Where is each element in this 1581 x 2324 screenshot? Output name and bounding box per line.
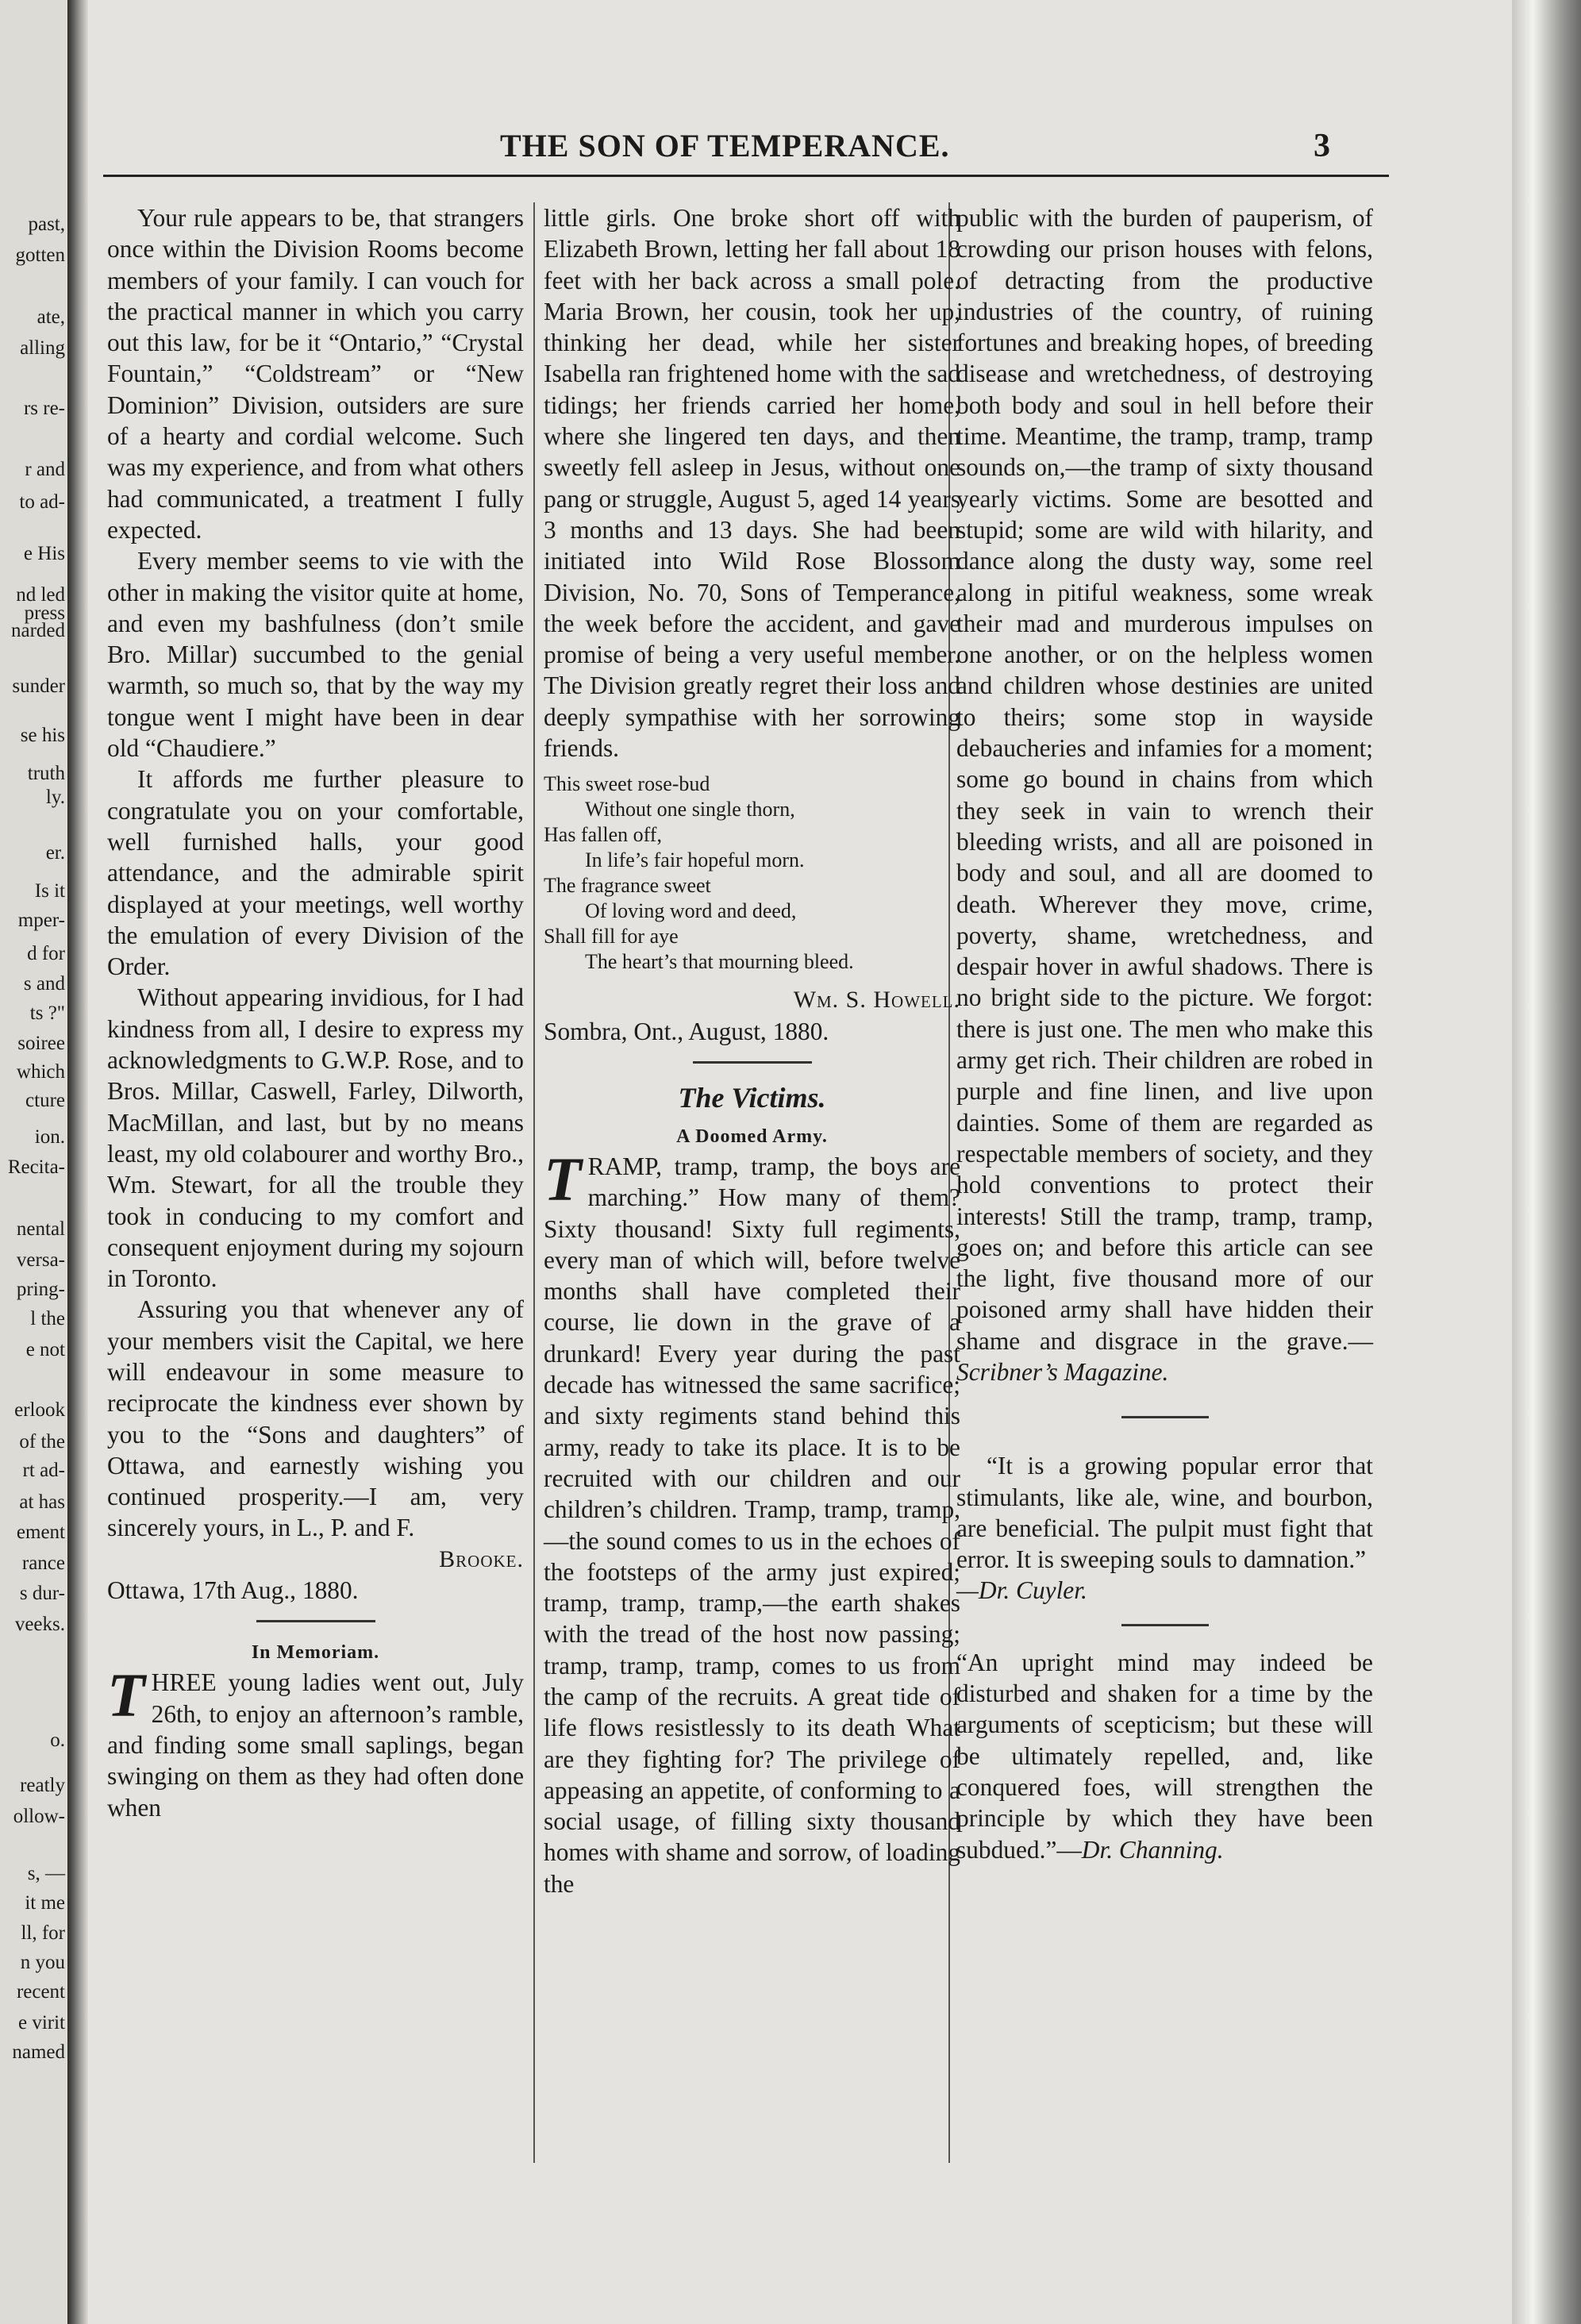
poem-line: This sweet rose-bud bbox=[544, 772, 710, 796]
previous-page-fragment: at has bbox=[19, 1491, 65, 1513]
previous-page-fragment: nental bbox=[16, 1218, 65, 1240]
previous-page-strip bbox=[0, 0, 67, 2324]
source-attribution: Scribner’s Magazine. bbox=[956, 1357, 1169, 1386]
previous-page-fragment: narded bbox=[10, 620, 65, 641]
section-heading: A Doomed Army. bbox=[676, 1125, 828, 1147]
previous-page-fragment: e His bbox=[23, 543, 65, 564]
signature: Wm. S. Howell. bbox=[793, 987, 960, 1014]
paragraph: Assuring you that whenever any of your members visit the Capital, we here will endeavour in some measure to reciprocate the kindness ever shown by you to the “Sons and daughters” of Ottawa, and earnestly wishing you continued prosperity.—I am, very sincerely yours, in L., P. and F. bbox=[107, 1295, 524, 1542]
previous-page-fragment: gotten bbox=[15, 244, 65, 266]
previous-page-fragment: which bbox=[16, 1061, 65, 1083]
previous-page-fragment: ollow- bbox=[13, 1806, 65, 1827]
previous-page-fragment: versa- bbox=[16, 1249, 65, 1271]
previous-page-fragment: pring- bbox=[16, 1279, 65, 1300]
dateline: Sombra, Ont., August, 1880. bbox=[544, 1017, 829, 1045]
previous-page-fragment: er. bbox=[45, 842, 65, 864]
previous-page-fragment: ate, bbox=[37, 306, 65, 328]
poem bbox=[544, 771, 960, 975]
previous-page-fragment: s and bbox=[23, 973, 65, 995]
previous-page-fragment: rance bbox=[21, 1553, 65, 1574]
previous-page-fragment: past, bbox=[28, 214, 65, 235]
previous-page-fragment: cture bbox=[25, 1090, 65, 1111]
dateline: Ottawa, 17th Aug., 1880. bbox=[107, 1576, 359, 1605]
poem-line: Shall fill for aye bbox=[544, 925, 679, 948]
drop-cap: T bbox=[107, 1660, 145, 1730]
page-title: THE SON OF TEMPERANCE. bbox=[500, 128, 950, 164]
paragraph: Your rule appears to be, that strangers once within the Division Rooms become members of your family. I can vouch for the practical manner in which you carry out this law, for be it “Ontario,” “Crystal Fountain,” “Coldstream” or “New Dominion” Division, outsiders are sure of a hearty and cordial welcome. Such was my experience, and from what others had communicated, a treatment I fully expected. bbox=[107, 204, 524, 544]
section-rule bbox=[1121, 1416, 1209, 1418]
previous-page-fragment: ly. bbox=[45, 787, 65, 808]
previous-page-fragment: truth bbox=[27, 763, 65, 784]
poem-line: The heart’s that mourning bleed. bbox=[585, 950, 854, 974]
previous-page-fragment: e virit bbox=[17, 2012, 65, 2034]
quote: “An upright mind may indeed be disturbed and shaken for a time by the arguments of scepticism; but these will be ultimately repelled, and, like conquered foes, will strengthen the principle by which they have been subdued.”— bbox=[956, 1648, 1373, 1864]
previous-page-fragment: rs re- bbox=[23, 398, 65, 419]
poem-line: In life’s fair hopeful morn. bbox=[585, 848, 805, 872]
previous-page-fragment: nd led bbox=[16, 584, 65, 606]
paragraph: RAMP, tramp, tramp, the boys are marching.” How many of them? Sixty thousand! Sixty full regiments, every man of which will, before twelve months shall have completed their course, lie down in the grave of a drunkard! Every year during the past decade has witnessed the same sacrifice; and sixty regiments stand behind this army, ready to take its place. It is to be recruited with our children and our children’s children. Tramp, tramp, tramp,—the sound comes to us in the echoes of the footsteps of the army just expired; tramp, tramp, tramp,—the earth shakes with the tread of the host now passing; tramp, tramp, tramp, comes to us from the camp of the recruits. A great tide of life flows resistlessly to its death What are they fighting for? The privilege of appeasing an appetite, of conforming to a social usage, of filling sixty thousand homes with shame and sorrow, of loading the bbox=[544, 1152, 960, 1898]
previous-page-fragment: press bbox=[24, 602, 65, 624]
header-rule bbox=[103, 175, 1389, 177]
section-rule bbox=[693, 1061, 812, 1064]
section-heading: In Memoriam. bbox=[251, 1642, 380, 1664]
poem-line: The fragrance sweet bbox=[544, 874, 711, 898]
poem-line: Without one single thorn, bbox=[585, 798, 795, 821]
paragraph: Every member seems to vie with the other in making the visitor quite at home, and even my bashfulness (don’t smile Bro. Millar) succumbed to the genial warmth, so much so, that by the way my tongue went I might have been in dear old “Chaudiere.” bbox=[107, 547, 524, 763]
previous-page-fragment: ts ?" bbox=[29, 1002, 65, 1024]
page-header bbox=[103, 127, 1389, 168]
paragraph: Without appearing invidious, for I had kindness from all, I desire to express my acknowledgments to G.W.P. Rose, and to Bros. Millar, Caswell, Farley, Dilworth, MacMillan, and last, but by no means least, my old colabourer and worthy Bro., Wm. Stewart, for all the trouble they took in conducing to my comfort and consequent enjoyment during my sojourn in Toronto. bbox=[107, 983, 524, 1293]
previous-page-fragment: sunder bbox=[12, 675, 65, 697]
previous-page-fragment: reatly bbox=[20, 1775, 65, 1796]
previous-page-fragment: d for bbox=[27, 943, 65, 964]
quote-attribution: —Dr. Cuyler. bbox=[956, 1576, 1087, 1605]
previous-page-fragment: n you bbox=[20, 1952, 65, 1973]
previous-page-fragment: l the bbox=[30, 1308, 65, 1329]
previous-page-fragment: s, — bbox=[27, 1863, 65, 1884]
previous-page-fragment: it me bbox=[25, 1892, 65, 1914]
signature: Brooke. bbox=[439, 1545, 524, 1572]
section-rule bbox=[256, 1620, 375, 1622]
quote-attribution: Dr. Channing. bbox=[1081, 1835, 1224, 1864]
column-divider bbox=[533, 202, 535, 2163]
previous-page-fragment: of the bbox=[19, 1431, 65, 1452]
paragraph: HREE young ladies went out, July 26th, to enjoy an afternoon’s ramble, and finding some small saplings, began swinging on them as they had often done when bbox=[107, 1668, 524, 1822]
poem-line: Of loving word and deed, bbox=[585, 899, 797, 923]
previous-page-fragment: Is it bbox=[34, 880, 65, 902]
page-edge bbox=[1512, 0, 1581, 2324]
previous-page-fragment: recent bbox=[16, 1981, 65, 2003]
column-1 bbox=[107, 202, 524, 1823]
poem-line: Has fallen off, bbox=[544, 823, 662, 847]
previous-page-fragment: ion. bbox=[34, 1126, 65, 1148]
quote: “It is a growing popular error that stimulants, like ale, wine, and bourbon, are beneficial. The pulpit must fight that error. It is sweeping souls to damnation.” bbox=[956, 1452, 1373, 1574]
binding-gutter bbox=[67, 0, 88, 2324]
previous-page-fragment: e not bbox=[25, 1339, 65, 1360]
previous-page-fragment: ll, for bbox=[21, 1922, 65, 1944]
previous-page-fragment: s dur- bbox=[19, 1583, 65, 1604]
page-number: 3 bbox=[1314, 128, 1330, 164]
previous-page-fragment: r and bbox=[25, 459, 65, 480]
previous-page-fragment: rt ad- bbox=[22, 1460, 65, 1481]
previous-page-fragment: ement bbox=[16, 1522, 65, 1543]
previous-page-fragment: veeks. bbox=[14, 1614, 65, 1635]
paragraph: It affords me further pleasure to congratulate you on your comfortable, well furnished halls, your good attendance, and the admirable spirit displayed at your meetings, well worthy the emulation of every Division of the Order. bbox=[107, 765, 524, 981]
column-3 bbox=[956, 202, 1373, 1865]
column-2 bbox=[544, 202, 960, 1899]
previous-page-fragment: mper- bbox=[17, 910, 65, 931]
previous-page-fragment: alling bbox=[20, 337, 65, 359]
previous-page-fragment: erlook bbox=[14, 1399, 65, 1421]
section-title: The Victims. bbox=[678, 1081, 826, 1114]
section-rule bbox=[1121, 1624, 1209, 1626]
previous-page-fragment: o. bbox=[50, 1730, 65, 1751]
previous-page-fragment: named bbox=[12, 2041, 65, 2063]
paragraph: public with the burden of pauperism, of crowding our prison houses with felons, of detracting from the productive industries of the country, of ruining fortunes and breaking hopes, of breeding disease and wretchedness, of destroying both body and soul in hell before their time. Meantime, the tramp, tramp, tramp sounds on,—the tramp of sixty thousand yearly victims. Some are besotted and stupid; some are wild with hilarity, and dance along the dusty way, some reel along in pitiful weakness, some wreak their mad and murderous impulses on one another, or on the helpless women and children whose destinies are united to theirs; some stop in wayside debaucheries and infamies for a moment; some go bound in chains from which they seek in vain to wrench their bleeding wrists, and all are poisoned in body and soul, and all are doomed to death. Wherever they move, crime, poverty, shame, wretchedness, and despair hover in awful shadows. There is no bright side to the picture. We forgot: there is just one. The men who make this army get rich. Their children are robed in purple and fine linen, and live upon dainties. Some of them are regarded as respectable members of society, and they hold conventions to protect their interests! Still the tramp, tramp, tramp, goes on; and before this article can see the light, five thousand more of our poisoned army shall have hidden their shame and disgrace in the grave.— bbox=[956, 204, 1373, 1355]
drop-cap: T bbox=[544, 1144, 582, 1214]
previous-page-fragment: to ad- bbox=[19, 491, 65, 513]
previous-page-fragment: se his bbox=[20, 725, 65, 746]
previous-page-fragment: Recita- bbox=[7, 1156, 65, 1178]
paragraph: little girls. One broke short off with Elizabeth Brown, letting her fall about 18 feet with her back across a small pole. Maria Brown, her cousin, took her up, thinking her dead, while her sister Isabella ran frightened home with the sad tidings; her friends carried her home, where she lingered ten days, and then sweetly fell asleep in Jesus, without one pang or struggle, August 5, aged 14 years 3 months and 13 days. She had been initiated into Wild Rose Blossom Division, No. 70, Sons of Temperance, the week before the accident, and gave promise of being a very useful member. The Division greatly regret their loss and deeply sympathise with her sorrowing friends. bbox=[544, 204, 960, 763]
previous-page-fragment: soiree bbox=[17, 1033, 65, 1054]
